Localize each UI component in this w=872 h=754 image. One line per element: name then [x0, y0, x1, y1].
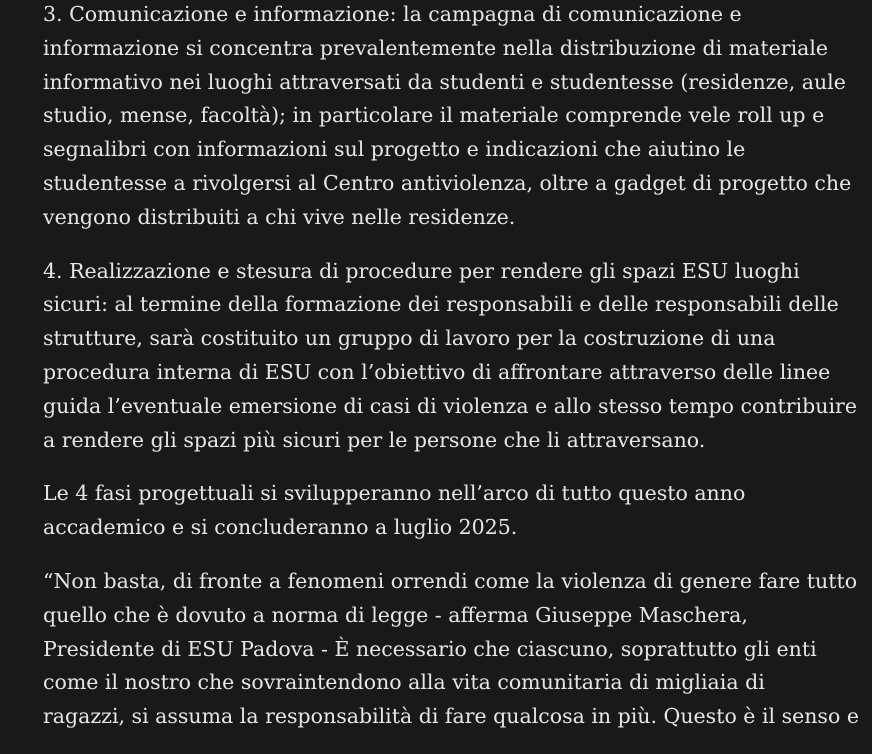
text-line: studentesse a rivolgersi al Centro antiviolenza, oltre a gadget di progetto che — [43, 170, 852, 195]
text-line: vengono distribuiti a chi vive nelle residenze. — [43, 204, 516, 229]
text-line: ragazzi, si assuma la responsabilità di fare qualcosa in più. Questo è il senso e — [43, 704, 859, 729]
text-line: procedura interna di ESU con l’obiettivo di affrontare attraverso delle linee — [43, 359, 831, 384]
text-line: accademico e si concluderanno a luglio 2025. — [43, 515, 518, 540]
text-line: segnalibri con informazioni sul progetto e indicazioni che aiutino le — [43, 137, 746, 162]
text-line: “Non basta, di fronte a fenomeni orrendi come la violenza di genere fare tutto — [43, 568, 858, 593]
text-line: quello che è dovuto a norma di legge - afferma Giuseppe Maschera, — [43, 602, 748, 627]
text-line: informativo nei luoghi attraversati da studenti e studentesse (residenze, aule — [43, 69, 846, 94]
text-line: strutture, sarà costituito un gruppo di lavoro per la costruzione di una — [43, 326, 776, 351]
text-line: informazione si concentra prevalentemente nella distribuzione di materiale — [43, 35, 829, 60]
article-body — [43, 0, 872, 754]
paragraph-communication — [43, 0, 872, 235]
text-line: a rendere gli spazi più sicuri per le persone che li attraversano. — [43, 427, 706, 452]
text-line: 4. Realizzazione e stesura di procedure per rendere gli spazi ESU luoghi — [43, 258, 800, 283]
text-line: guida l’eventuale emersione di casi di violenza e allo stesso tempo contribuire — [43, 393, 857, 418]
text-line: studio, mense, facoltà); in particolare il materiale comprende vele roll up e — [43, 103, 825, 128]
text-line: come il nostro che sovraintendono alla vita comunitaria di migliaia di — [43, 670, 765, 695]
text-line: sicuri: al termine della formazione dei responsabili e delle responsabili delle — [43, 292, 839, 317]
text-line: Presidente di ESU Padova - È necessario che ciascuno, soprattutto gli enti — [43, 636, 817, 661]
paragraph-quote — [43, 565, 872, 734]
paragraph-timeline — [43, 477, 872, 545]
paragraph-procedures — [43, 255, 872, 458]
text-line: 3. Comunicazione e informazione: la campagna di comunicazione e — [43, 2, 742, 26]
text-line: Le 4 fasi progettuali si svilupperanno nell’arco di tutto questo anno — [43, 481, 746, 506]
